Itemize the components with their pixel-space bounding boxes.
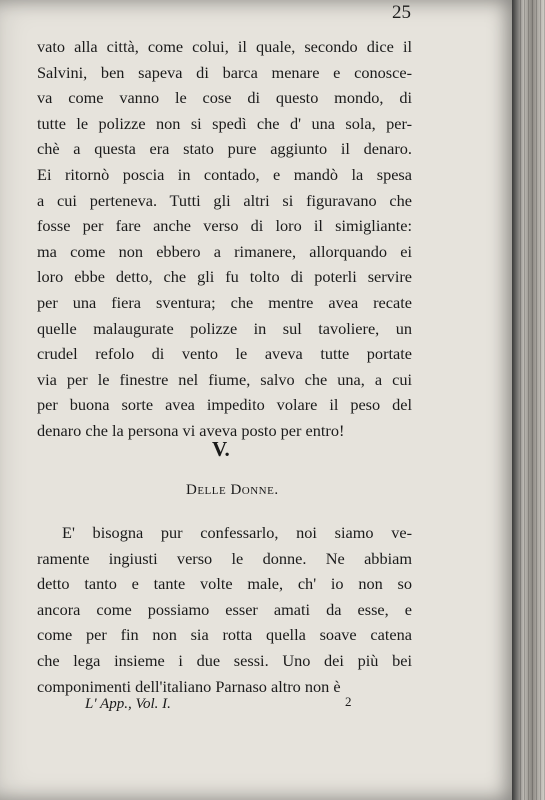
- signature-mark: 2: [345, 694, 352, 709]
- text-line: detto tanto e tante volte male, ch' io non so: [37, 574, 412, 594]
- section-numeral: V.: [212, 437, 230, 461]
- text-line: quelle malaugurate polizze in sul tavoliere, un: [37, 318, 412, 338]
- page-stack-edge: [520, 0, 545, 800]
- text-line: fosse per fare anche verso di loro il simigliante:: [37, 216, 412, 236]
- text-line: componimenti dell'italiano Parnaso altro non è: [37, 676, 341, 696]
- text-line: per buona sorte avea impedito volare il peso del: [37, 395, 412, 415]
- text-line: ramente ingiusti verso le donne. Ne abbiam: [37, 548, 412, 568]
- page-number: 25: [392, 2, 411, 23]
- text-line: vato alla città, come colui, il quale, secondo dice il: [37, 37, 412, 56]
- text-line: tutte le polizze non si spedì che d' una sola, per-: [37, 113, 412, 133]
- text-line: crudel refolo di vento le aveva tutte portate: [37, 344, 412, 364]
- signature-line: L' App., Vol. I.: [85, 696, 171, 712]
- text-line: loro ebbe detto, che gli fu tolto di poterli servire: [37, 267, 412, 287]
- text-line: via per le finestre nel fiume, salvo che una, a cui: [37, 369, 412, 389]
- text-line: che lega insieme i due sessi. Uno dei più bei: [37, 650, 412, 670]
- text-line: a cui perteneva. Tutti gli altri si figuravano che: [37, 190, 412, 210]
- text-line: denaro che la persona vi aveva posto per entro!: [37, 420, 345, 440]
- section-title: Delle Donne.: [186, 482, 279, 498]
- paragraph-2: [37, 520, 412, 699]
- text-line: ancora come possiamo esser amati da esse, e: [37, 599, 412, 619]
- text-line: ma come non ebbero a rimanere, allorquando ei: [37, 241, 412, 261]
- text-line: Ei ritornò poscia in contado, e mandò la spesa: [37, 164, 412, 184]
- text-line: come per fin non sia rotta quella soave catena: [37, 625, 412, 645]
- text-line: per una fiera sventura; che mentre avea recate: [37, 292, 412, 312]
- text-line: chè a questa era stato pure aggiunto il denaro.: [37, 139, 412, 159]
- text-line: E' bisogna pur confessarlo, noi siamo ve-: [62, 523, 412, 542]
- text-line: Salvini, ben sapeva di barca menare e conosce-: [37, 62, 412, 82]
- text-line: va come vanno le cose di questo mondo, di: [37, 88, 412, 108]
- paragraph-1: [37, 34, 412, 444]
